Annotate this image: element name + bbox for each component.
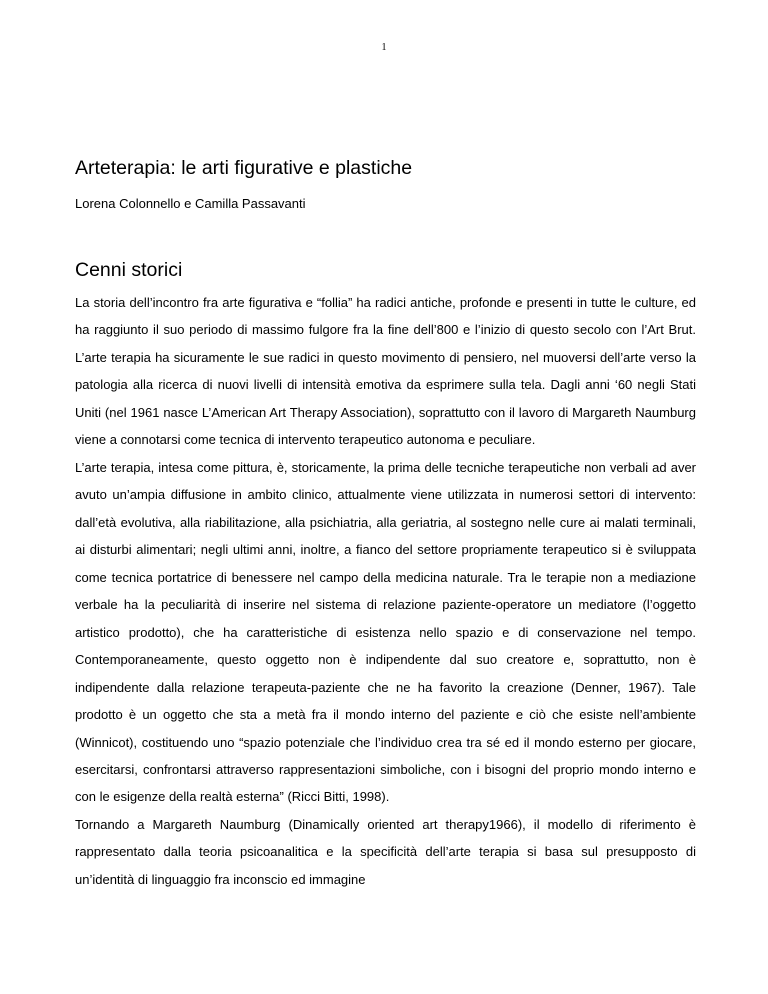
document-title: Arteterapia: le arti figurative e plastiche	[75, 157, 413, 179]
paragraph: L’arte terapia, intesa come pittura, è, storicamente, la prima delle tecniche terapeutiche non verbali ad aver avuto un’ampia diffusione in ambito clinico, attualmente viene utilizzata in numerosi settori di intervento: dall’età evolutiva, alla riabilitazione, alla psichiatria, alla geriatria, al sostegno nelle cure ai malati terminali, ai disturbi alimentari; negli ultimi anni, inoltre, a fianco del settore propriamente terapeutico si è sviluppata come tecnica portatrice di benessere nel campo della medicina naturale. Tra le terapie non a mediazione verbale ha la peculiarità di inserire nel sistema di relazione paziente-operatore un mediatore (l’oggetto artistico prodotto), che ha caratteristiche di esistenza nello spazio e di conservazione nel tempo. Contemporaneamente, questo oggetto non è indipendente dal suo creatore e, soprattutto, non è indipendente dalla relazione terapeuta-paziente che ne ha favorito la creazione (Denner, 1967). Tale prodotto è un oggetto che sta a metà fra il mondo interno del paziente e ciò che esiste nell’ambiente (Winnicot), costituendo uno “spazio potenziale che l’individuo crea tra sé ed il mondo esterno per giocare, esercitarsi, confrontarsi attraverso rappresentazioni simboliche, con i bisogni del proprio mondo interno e con le esigenze della realtà esterna” (Ricci Bitti, 1998).	[75, 459, 696, 805]
document-authors: Lorena Colonnello e Camilla Passavanti	[75, 196, 306, 211]
body-text	[75, 289, 696, 893]
page-number: 1	[381, 42, 387, 53]
paragraph: Tornando a Margareth Naumburg (Dinamically oriented art therapy1966), il modello di riferimento è rappresentato dalla teoria psicoanalitica e la specificità dell’arte terapia si basa sul presupposto di un’identità di linguaggio fra inconscio ed immagine	[75, 816, 696, 887]
section-heading: Cenni storici	[75, 259, 183, 281]
paragraph: La storia dell’incontro fra arte figurativa e “follia” ha radici antiche, profonde e presenti in tutte le culture, ed ha raggiunto il suo periodo di massimo fulgore fra la fine dell’800 e l’inizio di questo secolo con l’Art Brut. L’arte terapia ha sicuramente le sue radici in questo movimento di pensiero, nel muoversi dell’arte verso la patologia alla ricerca di nuovi livelli di intensità emotiva da esprimere sulla tela. Dagli anni ‘60 negli Stati Uniti (nel 1961 nasce L’American Art Therapy Association), soprattutto con il lavoro di Margareth Naumburg viene a connotarsi come tecnica di intervento terapeutico autonoma e peculiare.	[75, 295, 696, 448]
